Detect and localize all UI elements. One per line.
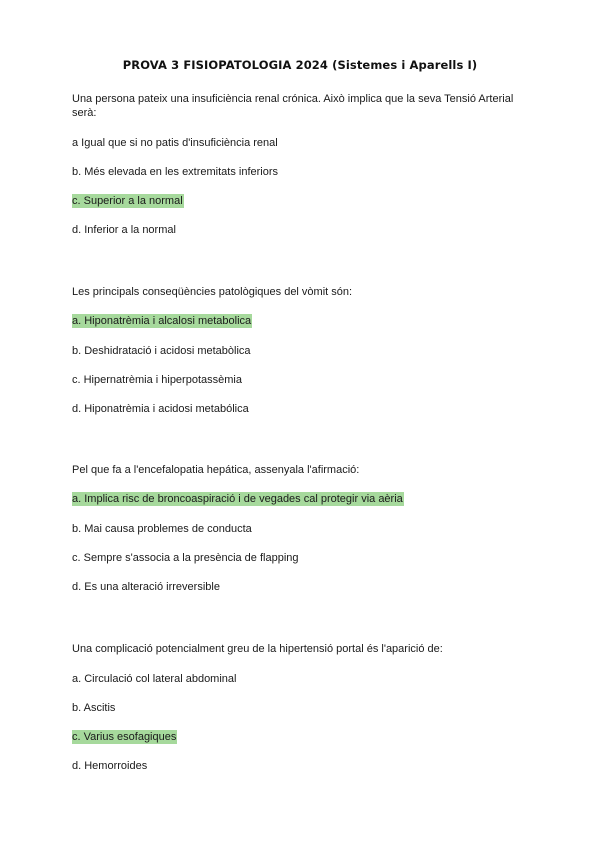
question-1-option-b xyxy=(72,165,278,179)
question-4-option-c xyxy=(72,730,177,744)
question-4-option-a xyxy=(72,672,236,686)
option-label: d. Es una alteració irreversible xyxy=(72,581,220,593)
question-3-option-c xyxy=(72,551,299,565)
question-2-option-d xyxy=(72,402,249,416)
question-1-option-d xyxy=(72,223,176,237)
option-label: d. Hiponatrèmia i acidosi metabólica xyxy=(72,403,249,415)
question-2-option-a xyxy=(72,314,252,328)
option-label-highlighted: c. Varius esofagiques xyxy=(72,731,177,743)
question-4-text: Una complicació potencialment greu de la hipertensió portal és l'aparició de: xyxy=(72,643,443,655)
question-3-option-a xyxy=(72,492,404,506)
question-1-text: Una persona pateix una insuficiència renal crónica. Això implica que la seva Tensió Arterial serà: xyxy=(72,93,514,119)
question-1-option-a xyxy=(72,136,278,150)
option-label: c. Sempre s'associa a la presència de flapping xyxy=(72,552,299,564)
option-label: a. Circulació col lateral abdominal xyxy=(72,673,237,685)
question-3-text: Pel que fa a l'encefalopatia hepática, assenyala l'afirmació: xyxy=(72,464,360,476)
option-label: c. Hipernatrèmia i hiperpotassèmia xyxy=(72,374,242,386)
question-1-option-c xyxy=(72,194,184,208)
option-label: d. Hemorroides xyxy=(72,760,148,772)
question-2-option-b xyxy=(72,344,251,358)
option-label: b. Ascitis xyxy=(72,702,116,714)
question-4-option-b xyxy=(72,701,115,715)
option-label: b. Mai causa problemes de conducta xyxy=(72,523,252,535)
option-label: a Igual que si no patis d'insuficiència renal xyxy=(72,137,278,149)
option-label-highlighted: c. Superior a la normal xyxy=(72,195,183,207)
question-2-option-c xyxy=(72,373,242,387)
option-label: b. Deshidratació i acidosi metabòlica xyxy=(72,345,251,357)
option-label-highlighted: a. Implica risc de broncoaspiració i de vegades cal protegir via aèria xyxy=(72,493,403,505)
option-label: d. Inferior a la normal xyxy=(72,224,176,236)
question-3-option-d xyxy=(72,580,220,594)
option-label: b. Més elevada en les extremitats inferiors xyxy=(72,166,279,178)
question-2-text: Les principals conseqüències patològiques del vòmit són: xyxy=(72,286,353,298)
document-title: PROVA 3 FISIOPATOLOGIA 2024 (Sistemes i Aparells I) xyxy=(122,58,478,72)
option-label-highlighted: a. Hiponatrèmia i alcalosi metabolica xyxy=(72,315,252,327)
question-3-option-b xyxy=(72,522,252,536)
question-4-option-d xyxy=(72,759,147,773)
